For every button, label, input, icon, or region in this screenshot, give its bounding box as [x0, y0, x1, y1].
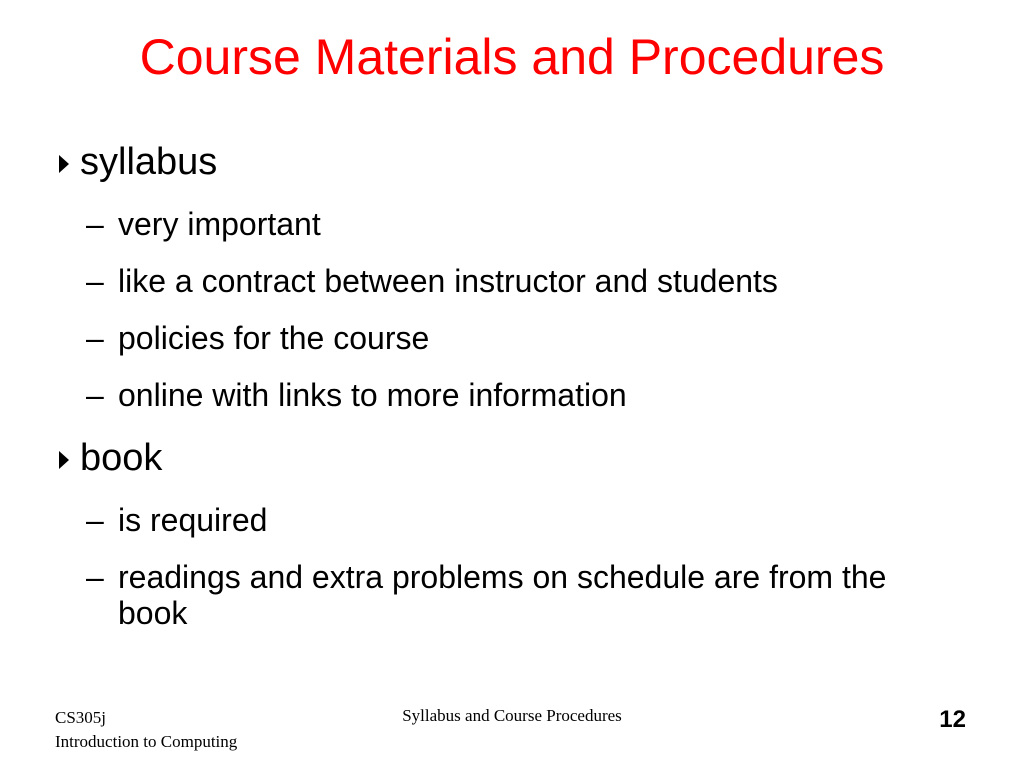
- course-name: Introduction to Computing: [55, 732, 238, 751]
- bullet-book: [58, 436, 162, 480]
- slide-title: Course Materials and Procedures: [139, 29, 885, 85]
- dash-marker: –: [86, 377, 104, 413]
- dash-marker: –: [86, 559, 104, 595]
- triangle-right-icon: [58, 140, 80, 184]
- dash-marker: –: [86, 320, 104, 356]
- list-item-text: like a contract between instructor and students: [118, 263, 778, 299]
- list-item: [86, 377, 966, 413]
- dash-marker: –: [86, 206, 104, 242]
- list-item-text: very important: [118, 206, 321, 242]
- bullet-label: syllabus: [80, 141, 218, 183]
- bullet-label: book: [80, 437, 163, 479]
- triangle-right-icon: [58, 436, 80, 480]
- dash-marker: –: [86, 263, 104, 299]
- list-item: [86, 559, 936, 631]
- list-item-text: is required: [118, 502, 268, 538]
- dash-marker: –: [86, 502, 104, 538]
- list-item-text: readings and extra problems on schedule are from the book: [118, 559, 887, 631]
- list-item-text: policies for the course: [118, 320, 430, 356]
- bullet-syllabus: [58, 140, 217, 184]
- footer-center-text: Syllabus and Course Procedures: [402, 706, 622, 725]
- list-item: [86, 263, 966, 299]
- page-number: 12: [939, 706, 966, 733]
- course-code: CS305j: [55, 708, 107, 727]
- list-item-text: online with links to more information: [118, 377, 627, 413]
- list-item: [86, 206, 966, 242]
- list-item: [86, 320, 966, 356]
- list-item: [86, 502, 966, 538]
